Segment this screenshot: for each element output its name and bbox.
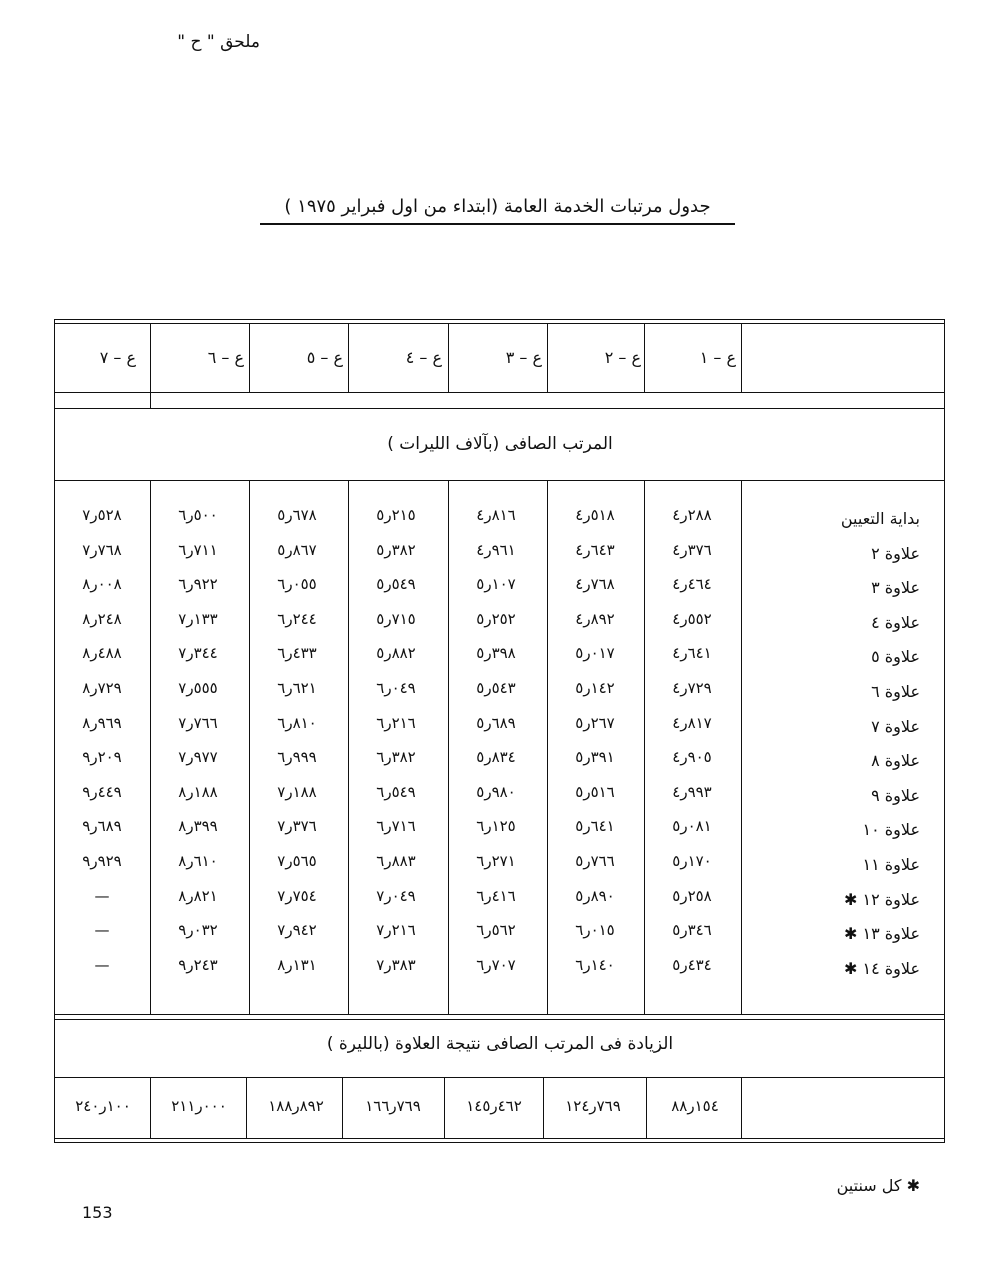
salary-cell: ٢٤٨ر٨ [82,610,122,628]
salary-cell: ٣٤٦ر٥ [672,921,712,939]
salary-cell: ٠٠٨ر٨ [82,575,122,593]
grade-header: ع – ٧ [99,348,136,367]
salary-cell: ٤٨٨ر٨ [82,644,122,662]
table-right-border [944,319,945,1142]
salary-cell: ٩٦٩ر٨ [82,714,122,732]
salary-cell: ٨١٠ر٦ [277,714,317,732]
salary-cell: ٦٢١ر٦ [277,679,317,697]
salary-cell: ٣٨٣ر٧ [376,956,416,974]
salary-cell: ٧٦٨ر٧ [82,541,122,559]
salary-cell: ٩٢٢ر٦ [178,575,218,593]
table-top-border-inner [54,323,945,324]
salary-cell: ٩٢٩ر٩ [82,852,122,870]
salary-cell: ٤٦٤ر٤ [672,575,712,593]
salary-cell: ٢٥٢ر٥ [476,610,516,628]
body-divider [547,480,548,1014]
salary-cell: ٠١٥ر٦ [575,921,615,939]
salary-cell: ٢٥٨ر٥ [672,887,712,905]
salary-cell: ١٨٨ر٨ [178,783,218,801]
row-label: علاوة ٤ [871,613,920,632]
salary-cell: ٦٤١ر٥ [575,817,615,835]
salary-cell: ٢٨٨ر٤ [672,506,712,524]
salary-cell: ٩٠٥ر٤ [672,748,712,766]
salary-cell: ٣٧٦ر٧ [277,817,317,835]
annex-label: ملحق " ح " [177,32,260,52]
salary-cell: ٢١٦ر٧ [376,921,416,939]
grade-header: ع – ١ [699,348,736,367]
footnote: ✱ كل سنتين [836,1176,920,1195]
table-bottom-border [54,1138,945,1139]
salary-cell: ٢٧١ر٦ [476,852,516,870]
salary-cell: ٠٤٩ر٧ [376,887,416,905]
salary-cell: ٥٥٢ر٤ [672,610,712,628]
salary-cell: ٦٨٩ر٥ [476,714,516,732]
grade-header: ع – ٢ [604,348,641,367]
body-divider [644,480,645,1014]
row-label: علاوة ٦ [871,682,920,701]
header-bottom-rule [54,392,945,393]
salary-cell: ٧٦٦ر٧ [178,714,218,732]
salary-cell: — [94,956,110,974]
salary-cell: ٠٣٢ر٩ [178,921,218,939]
header-bottom-rule-2 [54,408,945,409]
section-bottom-rule [54,480,945,481]
salary-cell: ٠٨١ر٥ [672,817,712,835]
salary-cell: ٢١٥ر٥ [376,506,416,524]
salary-cell: ٧٠٧ر٦ [476,956,516,974]
salary-cell: ٣٩٩ر٨ [178,817,218,835]
header-divider [741,323,742,392]
increase-divider [246,1077,247,1138]
salary-cell: ١٨٨ر٧ [277,783,317,801]
salary-cell: ١٠٧ر٥ [476,575,516,593]
salary-cell: ٥٤٩ر٥ [376,575,416,593]
salary-cell: ٣٤٤ر٧ [178,644,218,662]
salary-cell: ١٢٥ر٦ [476,817,516,835]
salary-cell: ٦١٠ر٨ [178,852,218,870]
salary-cell: ٣٧٦ر٤ [672,541,712,559]
salary-cell: ٩٤٢ر٧ [277,921,317,939]
salary-cell: ٦٨٩ر٩ [82,817,122,835]
page-number: 153 [82,1203,113,1222]
row-label: علاوة ٢ [871,544,920,563]
grade-header: ع – ٥ [306,348,343,367]
salary-cell: ١٣١ر٨ [277,956,317,974]
salary-cell: ٨٢١ر٨ [178,887,218,905]
salary-cell: ٣٩١ر٥ [575,748,615,766]
salary-cell: ٥٢٨ر٧ [82,506,122,524]
salary-cell: ٣٩٨ر٥ [476,644,516,662]
salary-cell: ٥٤٩ر٦ [376,783,416,801]
increase-section-title: الزيادة فى المرتب الصافى نتيجة العلاوة (بالليرة ) [326,1034,674,1054]
salary-cell: ٥١٦ر٥ [575,783,615,801]
salary-cell: ٢٤٤ر٦ [277,610,317,628]
increase-divider [150,1077,151,1138]
salary-cell: ٩٩٣ر٤ [672,783,712,801]
increase-value: ٤٦٢ر١٤٥ [466,1097,522,1115]
increase-value: ٧٦٩ر١٢٤ [565,1097,621,1115]
row-label: علاوة ٨ [871,751,920,770]
salary-cell: ٧٦٨ر٤ [575,575,615,593]
salary-cell: ٧٢٩ر٤ [672,679,712,697]
salary-cell: ٠١٧ر٥ [575,644,615,662]
salary-cell: ٥٦٥ر٧ [277,852,317,870]
net-salary-section-title: المرتب الصافى (بآلاف الليرات ) [387,434,613,454]
body-divider [249,480,250,1014]
increase-value: ٨٩٢ر١٨٨ [268,1097,324,1115]
increase-value: ٧٦٩ر١٦٦ [365,1097,421,1115]
salary-cell: ٣٨٢ر٦ [376,748,416,766]
body-bottom-rule [54,1014,945,1015]
body-divider [448,480,449,1014]
increase-section-rule [54,1077,945,1078]
body-divider [348,480,349,1014]
salary-cell: ٥٠٠ر٦ [178,506,218,524]
increase-value: ٠٠٠ر٢١١ [171,1097,227,1115]
salary-cell: ٠٥٥ر٦ [277,575,317,593]
salary-cell: ٩٩٩ر٦ [277,748,317,766]
salary-cell: ٠٤٩ر٦ [376,679,416,697]
salary-cell: ١٣٣ر٧ [178,610,218,628]
salary-cell: ٢١٦ر٦ [376,714,416,732]
row-label: علاوة ١٣ ✱ [844,924,920,943]
row-label: علاوة ٥ [871,647,920,666]
salary-cell: ٤٣٣ر٦ [277,644,317,662]
salary-cell: ٨١٦ر٤ [476,506,516,524]
salary-cell: ٢٠٩ر٩ [82,748,122,766]
salary-cell: ٥٥٥ر٧ [178,679,218,697]
salary-cell: ٢٤٣ر٩ [178,956,218,974]
row-label: بداية التعيين [840,509,920,528]
salary-cell: ٥١٨ر٤ [575,506,615,524]
row-label: علاوة ١٤ ✱ [844,959,920,978]
row-label: علاوة ٣ [871,578,920,597]
salary-cell: — [94,921,110,939]
salary-cell: ٨٣٤ر٥ [476,748,516,766]
salary-cell: ٧٥٤ر٧ [277,887,317,905]
table-left-border [54,319,55,1142]
salary-cell: ٤٣٤ر٥ [672,956,712,974]
salary-cell: ٨٨٣ر٦ [376,852,416,870]
salary-cell: — [94,887,110,905]
salary-cell: ٥٦٢ر٦ [476,921,516,939]
grade-header: ع – ٣ [505,348,542,367]
salary-cell: ٧٦٦ر٥ [575,852,615,870]
salary-cell: ٢٦٧ر٥ [575,714,615,732]
table-bottom-border-inner [54,1142,945,1143]
body-divider [741,480,742,1014]
salary-cell: ٥٤٣ر٥ [476,679,516,697]
salary-cell: ٩٧٧ر٧ [178,748,218,766]
table-top-border [54,319,945,320]
increase-value: ١٥٤ر٨٨ [671,1097,719,1115]
salary-cell: ٧١٥ر٥ [376,610,416,628]
row-label: علاوة ١٠ [862,820,920,839]
salary-cell: ٨١٧ر٤ [672,714,712,732]
salary-cell: ١٤٠ر٦ [575,956,615,974]
increase-divider [543,1077,544,1138]
salary-cell: ٨٩٢ر٤ [575,610,615,628]
row-label: علاوة ١١ [862,855,920,874]
increase-divider [444,1077,445,1138]
salary-cell: ٦٤٣ر٤ [575,541,615,559]
row-label: علاوة ٩ [871,786,920,805]
salary-cell: ١٤٢ر٥ [575,679,615,697]
salary-cell: ٨٨٢ر٥ [376,644,416,662]
salary-cell: ٧٢٩ر٨ [82,679,122,697]
row-label: علاوة ١٢ ✱ [844,890,920,909]
salary-cell: ٧١٦ر٦ [376,817,416,835]
salary-cell: ٤١٦ر٦ [476,887,516,905]
grade-header: ع – ٤ [405,348,442,367]
salary-cell: ٧١١ر٦ [178,541,218,559]
salary-cell: ١٧٠ر٥ [672,852,712,870]
salary-cell: ٩٨٠ر٥ [476,783,516,801]
salary-cell: ٨٩٠ر٥ [575,887,615,905]
body-divider [150,480,151,1014]
row-label: علاوة ٧ [871,717,920,736]
salary-cell: ٦٤١ر٤ [672,644,712,662]
body-bottom-rule-2 [54,1019,945,1020]
increase-divider [646,1077,647,1138]
salary-cell: ٤٤٩ر٩ [82,783,122,801]
page-title: جدول مرتبات الخدمة العامة (ابتداء من اول فبراير ١٩٧٥ ) [260,196,735,225]
grade-header: ع – ٦ [207,348,244,367]
salary-cell: ٦٧٨ر٥ [277,506,317,524]
salary-cell: ٩٦١ر٤ [476,541,516,559]
salary-cell: ٣٨٢ر٥ [376,541,416,559]
salary-cell: ٨٦٧ر٥ [277,541,317,559]
increase-value: ١٠٠ر٢٤٠ [75,1097,131,1115]
